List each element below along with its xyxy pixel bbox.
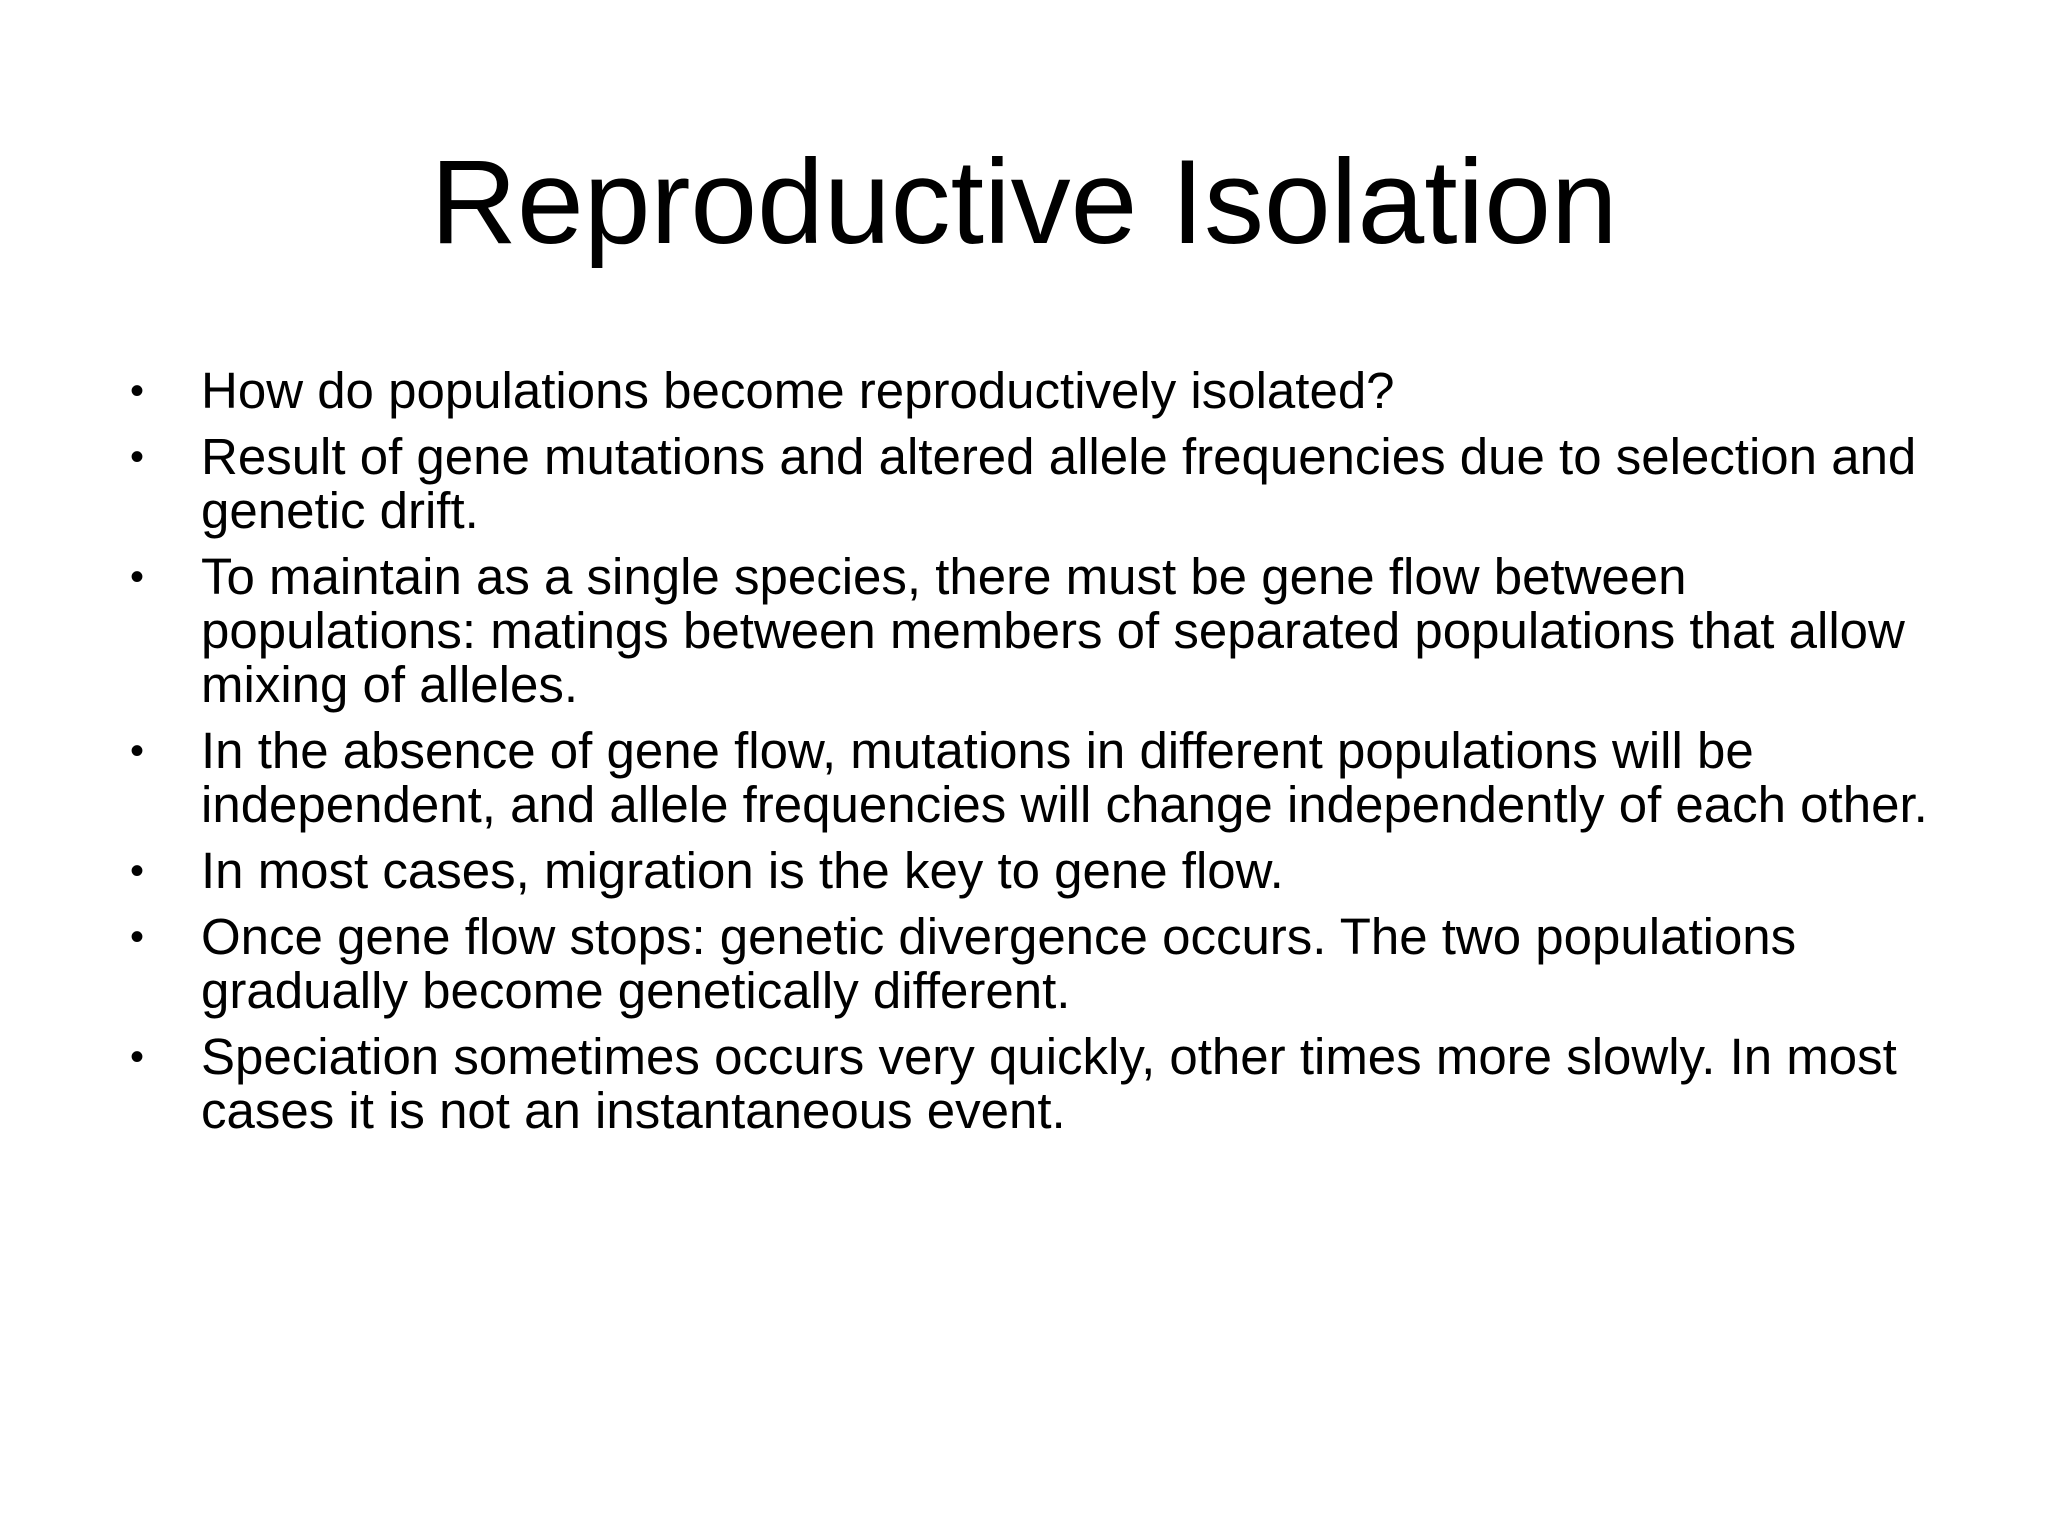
bullet-text: Once gene flow stops: genetic divergence occurs. The two populations gradually become genetically different. [201,908,1797,1019]
bullet-text: Result of gene mutations and altered allele frequencies due to selection and genetic drift. [201,428,1917,539]
bullet-dot-icon: • [130,729,145,773]
bullet-dot-icon: • [130,1035,145,1079]
bullet-text: To maintain as a single species, there must be gene flow between populations: matings between members of separated populations that allow mixing of alleles. [201,548,1905,713]
bullet-item [130,364,1950,418]
slide-title: Reproductive Isolation [430,135,1618,269]
bullet-dot-icon: • [130,915,145,959]
bullet-text: In the absence of gene flow, mutations in different populations will be independent, and allele frequencies will change independently of each other. [201,722,1928,833]
bullet-item [130,910,1950,1018]
bullet-dot-icon: • [130,555,145,599]
bullet-item [130,844,1950,898]
bullet-dot-icon: • [130,435,145,479]
bullet-text: Speciation sometimes occurs very quickly, other times more slowly. In most cases it is not an instantaneous event. [201,1028,1897,1139]
bullet-dot-icon: • [130,849,145,893]
bullet-list [130,364,1950,1150]
bullet-item [130,1030,1950,1138]
bullet-dot-icon: • [130,369,145,413]
bullet-text: How do populations become reproductively isolated? [201,362,1395,419]
bullet-item [130,550,1950,712]
bullet-item [130,724,1950,832]
bullet-text: In most cases, migration is the key to gene flow. [201,842,1284,899]
bullet-item [130,430,1950,538]
